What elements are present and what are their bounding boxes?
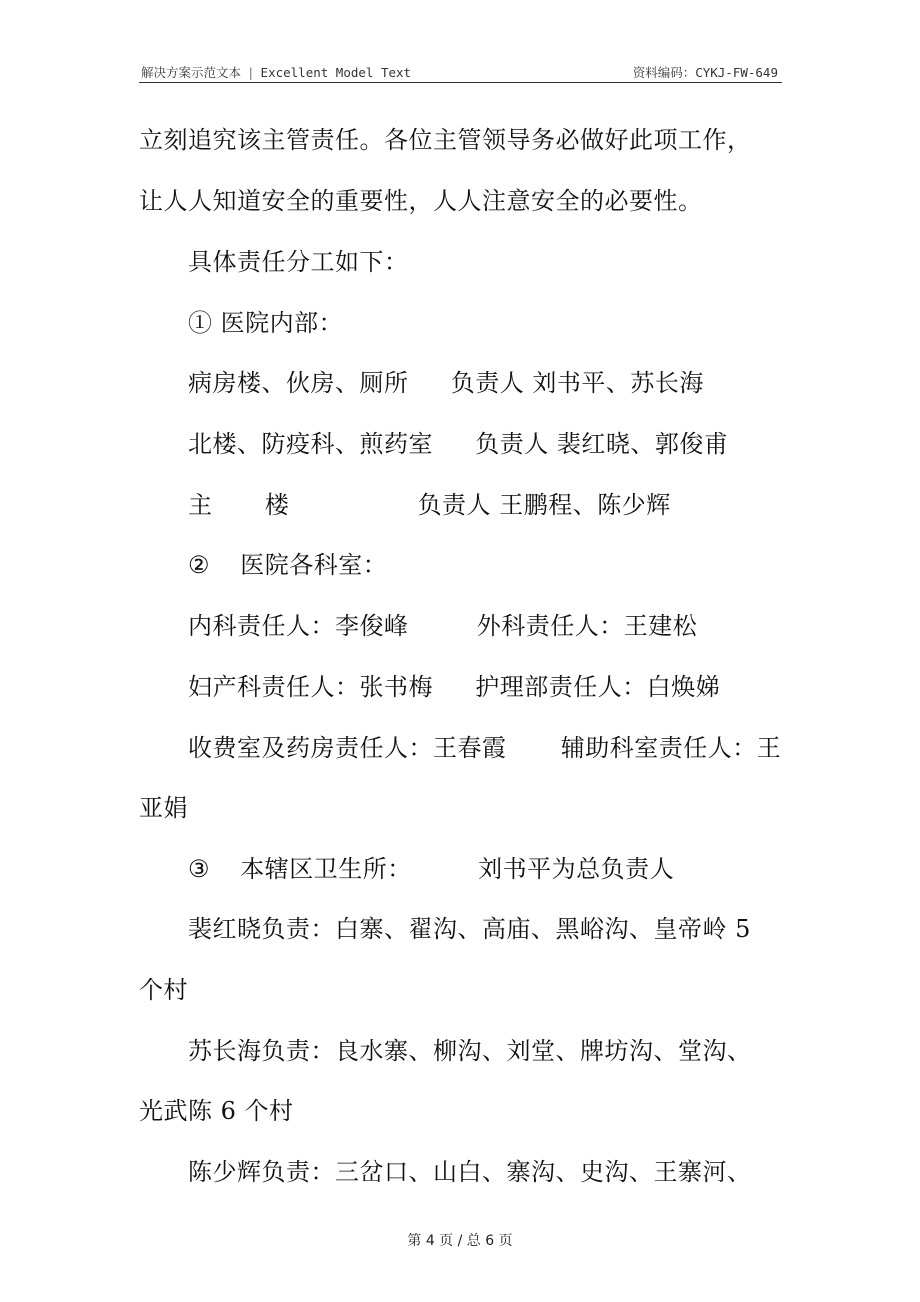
header-title: 解决方案示范文本	[141, 65, 242, 80]
section-title: 本辖区卫生所：	[240, 855, 412, 883]
assignment-row	[188, 368, 704, 398]
department-responsible: 护理部责任人：白焕娣	[475, 673, 721, 701]
department-row	[188, 611, 697, 641]
department-responsible: 内科责任人：李俊峰	[188, 612, 409, 640]
overall-responsible: 刘书平为总负责人	[478, 855, 675, 883]
paragraph-line: 裴红晓负责：白寨、翟沟、高庙、黑峪沟、皇帝岭 5	[188, 915, 751, 943]
document-code: 资料编码：CYKJ-FW-649	[632, 65, 778, 80]
paragraph-line: 让人人知道安全的重要性，人人注意安全的必要性。	[139, 187, 703, 215]
header-left	[141, 63, 411, 81]
assignment-row	[188, 429, 728, 459]
department-responsible: 妇产科责任人：张书梅	[188, 673, 433, 701]
assignment-area: 楼	[264, 491, 290, 519]
paragraph-line: 个村	[139, 976, 188, 1004]
department-responsible: 收费室及药房责任人：王春霞	[188, 734, 507, 762]
section-heading-1: ① 医院内部：	[188, 309, 344, 337]
assignment-person: 负责人 刘书平、苏长海	[450, 369, 704, 397]
department-row	[188, 672, 720, 702]
paragraph-line: 光武陈 6 个村	[139, 1097, 294, 1125]
assignment-area: 北楼、防疫科、煎药室	[188, 430, 433, 458]
department-responsible: 外科责任人：王建松	[476, 612, 698, 640]
assignment-person: 负责人 裴红晓、郭俊甫	[475, 430, 729, 458]
section-heading-3	[188, 854, 674, 884]
paragraph-line: 亚娟	[139, 794, 188, 822]
section-intro: 具体责任分工如下：	[188, 248, 409, 276]
assignment-person: 负责人 王鹏程、陈少辉	[417, 491, 671, 519]
header-separator: |	[247, 65, 255, 80]
assignment-area: 病房楼、伙房、厕所	[188, 369, 409, 397]
page-number: 第 4 页 / 总 6 页	[407, 1233, 513, 1249]
section-title: 医院各科室：	[240, 551, 388, 579]
page-header	[139, 60, 782, 83]
department-row	[188, 733, 781, 763]
section-heading-2	[188, 550, 387, 580]
assignment-row	[188, 490, 671, 520]
header-subtitle: Excellent Model Text	[260, 65, 412, 80]
paragraph-line: 立刻追究该主管责任。各位主管领导务必做好此项工作，	[139, 126, 752, 154]
department-responsible: 辅助科室责任人：王	[560, 734, 782, 762]
section-number: ③	[188, 855, 211, 883]
paragraph-line: 陈少辉负责：三岔口、山白、寨沟、史沟、王寨河、	[188, 1158, 752, 1186]
paragraph-line: 苏长海负责：良水寨、柳沟、刘堂、牌坊沟、堂沟、	[188, 1037, 752, 1065]
section-number: ②	[188, 551, 211, 579]
assignment-area: 主	[188, 491, 213, 519]
